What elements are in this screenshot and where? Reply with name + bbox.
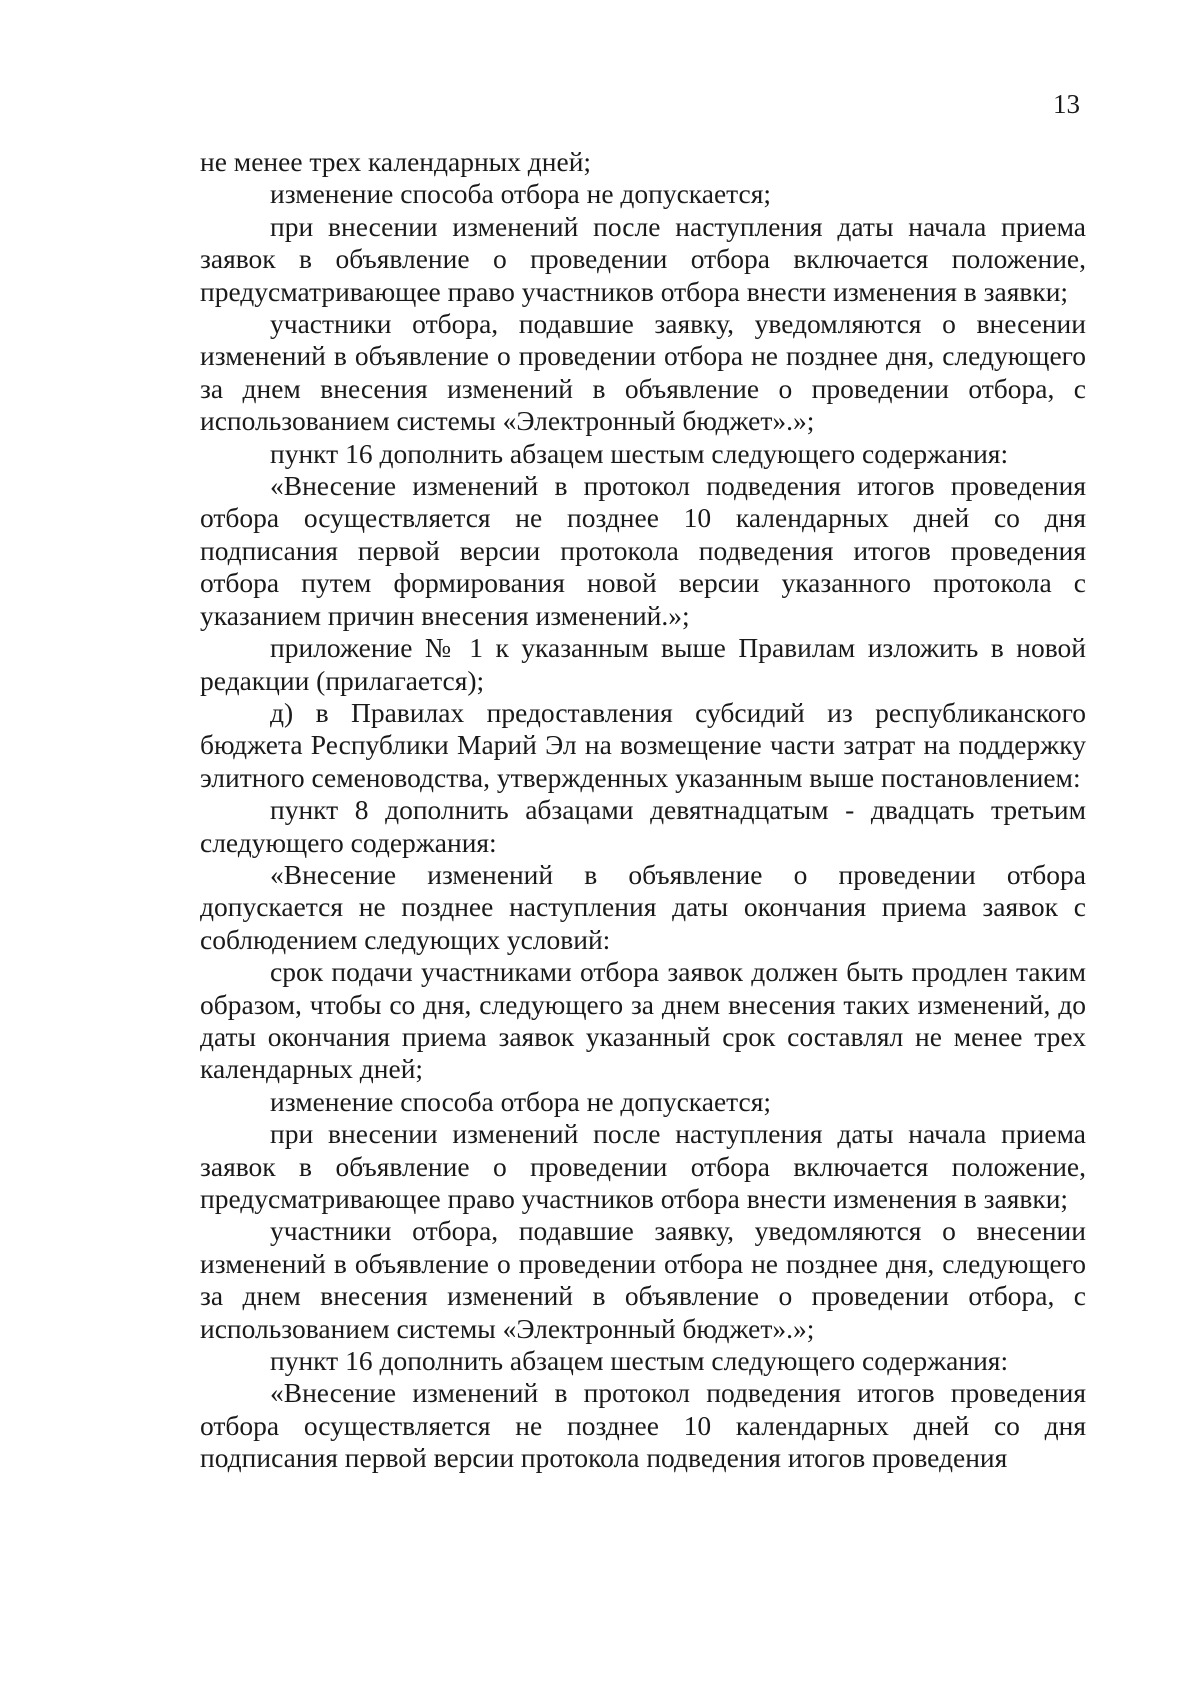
paragraph: не менее трех календарных дней; (200, 146, 592, 177)
paragraph: д) в Правилах предоставления субсидий из республиканского бюджета Республики Марий Эл на возмещение части затрат на поддержку элитного семеноводства, утвержденных указанным выше постановлением: (200, 696, 1086, 793)
paragraph: изменение способа отбора не допускается; (270, 178, 772, 210)
paragraph: «Внесение изменений в объявление о проведении отбора допускается не позднее наступления даты окончания приема заявок с соблюдением следующих условий: (200, 858, 1086, 955)
paragraph: при внесении изменений после наступления даты начала приема заявок в объявление о проведении отбора включается положение, предусматривающее право участников отбора внести изменения в заявки; (200, 1118, 1086, 1214)
paragraph: пункт 8 дополнить абзацами девятнадцатым - двадцать третьим следующего содержания: (200, 794, 1086, 858)
paragraph: срок подачи участниками отбора заявок должен быть продлен таким образом, чтобы со дня, следующего за днем внесения таких изменений, до даты окончания приема заявок указанный срок составлял не менее трех календарных дней; (200, 956, 1086, 1085)
paragraph: участники отбора, подавшие заявку, уведомляются о внесении изменений в объявление о проведении отбора не позднее дня, следующего за днем внесения изменений в объявление о проведении отбора, с использованием системы «Электронный бюджет».»; (200, 1215, 1086, 1344)
document-body (200, 146, 1086, 1475)
paragraph: приложение № 1 к указанным выше Правилам изложить в новой редакции (прилагается); (200, 632, 1086, 696)
paragraph: пункт 16 дополнить абзацем шестым следующего содержания: (270, 437, 1009, 469)
paragraph: участники отбора, подавшие заявку, уведомляются о внесении изменений в объявление о проведении отбора не позднее дня, следующего за днем внесения изменений в объявление о проведении отбора, с использованием системы «Электронный бюджет».»; (200, 308, 1086, 437)
paragraph: «Внесение изменений в протокол подведения итогов проведения отбора осуществляется не позднее 10 календарных дней со дня подписания первой версии протокола подведения итогов проведения (200, 1377, 1086, 1474)
paragraph: изменение способа отбора не допускается; (270, 1085, 772, 1117)
paragraph: пункт 16 дополнить абзацем шестым следующего содержания: (270, 1345, 1009, 1377)
paragraph: при внесении изменений после наступления даты начала приема заявок в объявление о проведении отбора включается положение, предусматривающее право участников отбора внести изменения в заявки; (200, 210, 1086, 307)
page-number: 13 (1053, 89, 1080, 119)
paragraph: «Внесение изменений в протокол подведения итогов проведения отбора осуществляется не позднее 10 календарных дней со дня подписания первой версии протокола подведения итогов проведения отбора путем формирования новой версии указанного протокола с указанием причин внесения изменений.»; (200, 470, 1086, 631)
